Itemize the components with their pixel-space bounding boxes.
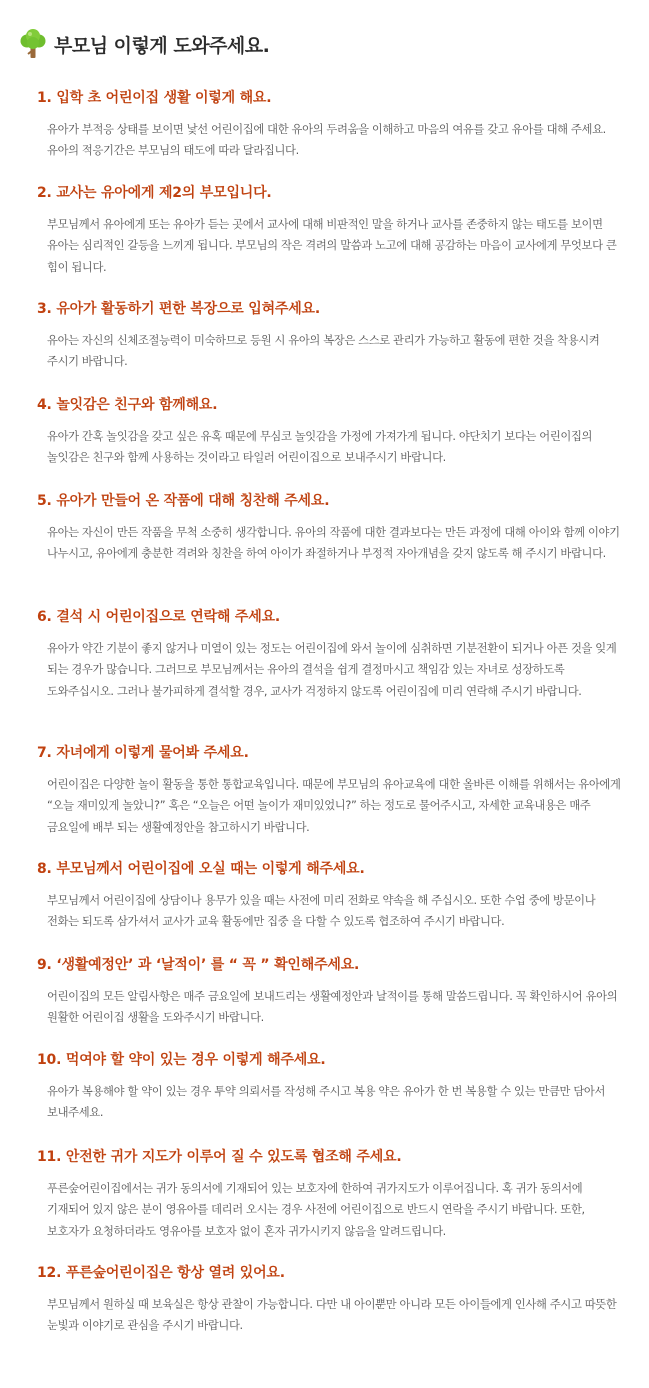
section-1 [37, 89, 621, 162]
section-12 [37, 1264, 621, 1337]
section-title: 2. 교사는 유아에게 제2의 부모입니다. [37, 185, 272, 201]
section-body: 유아가 간혹 놀잇감을 갖고 싶은 유혹 때문에 무심코 놀잇감을 가정에 가져가게 됩니다. 야단치기 보다는 어린이집의 놀잇감은 친구와 함께 사용하는 것이라고 타일러 어린이집으로 보내주시기 바랍니다. [47, 430, 593, 465]
section-title: 5. 유아가 만들어 온 작품에 대해 칭찬해 주세요. [37, 493, 330, 509]
section-title: 8. 부모님께서 어린이집에 오실 때는 이렇게 해주세요. [37, 861, 365, 877]
section-body: 유아는 자신이 만든 작품을 무척 소중히 생각합니다. 유아의 작품에 대한 결과보다는 만든 과정에 대해 아이와 함께 이야기 나누시고, 유아에게 충분한 격려와 칭찬을 하여 아이가 좌절하거나 부정적 자아개념을 갖지 않도록 해 주시기 바랍니다. [47, 526, 620, 561]
section-body: 유아가 복용해야 할 약이 있는 경우 투약 의뢰서를 작성해 주시고 복용 약은 유아가 한 번 복용할 수 있는 만큼만 담아서 보내주세요. [47, 1085, 606, 1120]
section-body: 어린이집의 모든 알림사항은 매주 금요일에 보내드리는 생활예정안과 날적이를 통해 말씀드립니다. 꼭 확인하시어 유아의 원활한 어린이집 생활을 도와주시기 바랍니다. [47, 990, 618, 1025]
section-body: 부모님께서 원하실 때 보육실은 항상 관찰이 가능합니다. 다만 내 아이뿐만 아니라 모든 아이들에게 인사해 주시고 따뜻한 눈빛과 이야기로 관심을 주시기 바랍니다. [47, 1298, 617, 1333]
page-header [18, 28, 269, 60]
section-title: 12. 푸른숲어린이집은 항상 열려 있어요. [37, 1265, 285, 1281]
section-2 [37, 184, 621, 278]
section-title: 9. ‘생활예정안’ 과 ‘날적이’ 를 “ 꼭 ” 확인해주세요. [37, 957, 360, 973]
section-body: 유아가 약간 기분이 좋지 않거나 미열이 있는 정도는 어린이집에 와서 놀이에 심취하면 기분전환이 되거나 아픈 것을 잊게 되는 경우가 많습니다. 그러므로 부모님께서는 유아의 결석을 쉽게 결정마시고 책임감 있는 자녀로 성장하도록 도와주십시오. 그러나 불가피하게 결석할 경우, 교사가 걱정하지 않도록 어린이집에 미리 연락해 주시기 바랍니다. [47, 642, 617, 698]
section-title: 4. 놀잇감은 친구와 함께해요. [37, 397, 218, 413]
section-title: 3. 유아가 활동하기 편한 복장으로 입혀주세요. [37, 301, 320, 317]
section-title: 11. 안전한 귀가 지도가 이루어 질 수 있도록 협조해 주세요. [37, 1149, 402, 1165]
section-6 [37, 608, 621, 702]
section-11 [37, 1148, 621, 1242]
section-5 [37, 492, 621, 565]
section-body: 유아는 자신의 신체조절능력이 미숙하므로 등원 시 유아의 복장은 스스로 관리가 가능하고 활동에 편한 것을 착용시켜 주시기 바랍니다. [47, 334, 600, 369]
section-body: 푸른숲어린이집에서는 귀가 동의서에 기재되어 있는 보호자에 한하여 귀가지도가 이루어집니다. 혹 귀가 동의서에 기재되어 있지 않은 분이 영유아를 데리러 오시는 경우 사전에 어린이집으로 반드시 연락을 주시기 바랍니다. 또한, 보호자가 요청하더라도 영유아를 보호자 없이 혼자 귀가시키지 않음을 알려드립니다. [47, 1182, 585, 1238]
page-title: 부모님 이렇게 도와주세요. [54, 34, 270, 57]
section-body: 어린이집은 다양한 놀이 활동을 통한 통합교육입니다. 때문에 부모님의 유아교육에 대한 올바른 이해를 위해서는 유아에게 “오늘 재미있게 놀았니?” 혹은 “오늘은 어떤 놀이가 재미있었니?” 하는 정도로 물어주시고, 자세한 교육내용은 매주 금요일에 배부 되는 생활예정안을 참고하시기 바랍니다. [47, 778, 621, 834]
section-title: 7. 자녀에게 이렇게 물어봐 주세요. [37, 745, 249, 761]
section-8 [37, 860, 621, 933]
section-body: 부모님께서 유아에게 또는 유아가 듣는 곳에서 교사에 대해 비판적인 말을 하거나 교사를 존중하지 않는 태도를 보이면 유아는 심리적인 갈등을 느끼게 됩니다. 부모님의 작은 격려의 말씀과 노고에 대해 공감하는 마음이 교사에게 무엇보다 큰 힘이 됩니다. [47, 218, 617, 274]
section-title: 1. 입학 초 어린이집 생활 이렇게 해요. [37, 90, 272, 106]
section-7 [37, 744, 621, 838]
section-title: 10. 먹여야 할 약이 있는 경우 이렇게 해주세요. [37, 1052, 326, 1068]
section-9 [37, 956, 621, 1029]
section-3 [37, 300, 621, 373]
section-4 [37, 396, 621, 469]
section-body: 유아가 부적응 상태를 보이면 낯선 어린이집에 대한 유아의 두려움을 이해하고 마음의 여유를 갖고 유아를 대해 주세요. 유아의 적응기간은 부모님의 태도에 따라 달라집니다. [47, 123, 606, 158]
section-10 [37, 1051, 621, 1124]
section-body: 부모님께서 어린이집에 상담이나 용무가 있을 때는 사전에 미리 전화로 약속을 해 주십시오. 또한 수업 중에 방문이나 전화는 되도록 삼가셔서 교사가 교육 활동에만 집중 을 다할 수 있도록 협조하여 주시기 바랍니다. [47, 894, 596, 929]
tree-icon [18, 28, 48, 60]
section-title: 6. 결석 시 어린이집으로 연락해 주세요. [37, 609, 281, 625]
